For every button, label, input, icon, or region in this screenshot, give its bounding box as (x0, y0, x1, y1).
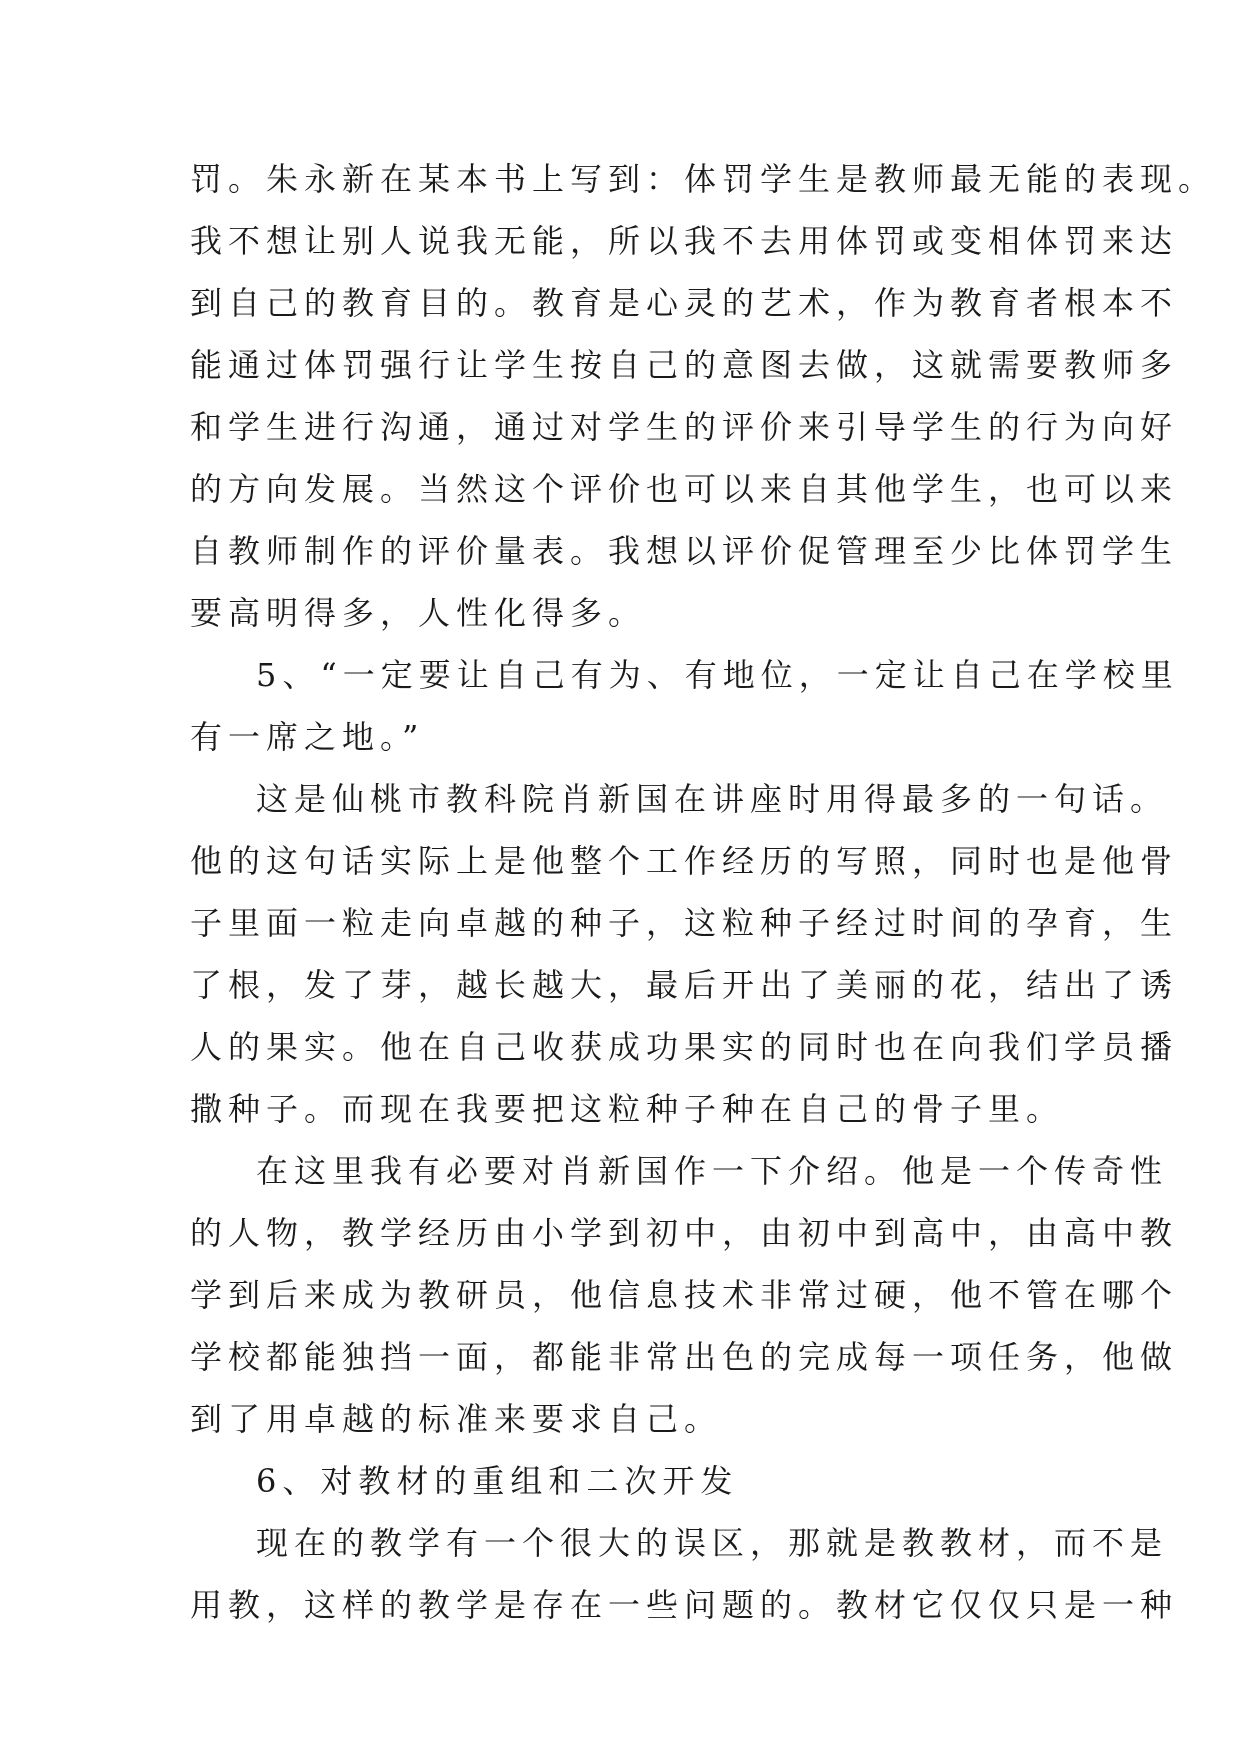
text-line-1: 罚。朱永新在某本书上写到：体罚学生是教师最无能的表现。 (190, 160, 1217, 198)
text-line-7: 自教师制作的评价量表。我想以评价促管理至少比体罚学生 (190, 532, 1179, 570)
text-line-21: 到了用卓越的标准来要求自己。 (190, 1400, 723, 1438)
text-line-16: 撒种子。而现在我要把这粒种子种在自己的骨子里。 (190, 1090, 1065, 1128)
text-line-15: 人的果实。他在自己收获成功果实的同时也在向我们学员播 (190, 1028, 1179, 1066)
text-line-13: 子里面一粒走向卓越的种子，这粒种子经过时间的孕育，生 (190, 904, 1179, 942)
text-line-2: 我不想让别人说我无能，所以我不去用体罚或变相体罚来达 (190, 222, 1179, 260)
document-page (190, 148, 1217, 1636)
text-line-20: 学校都能独挡一面，都能非常出色的完成每一项任务，他做 (190, 1338, 1179, 1376)
text-line-24: 用教，这样的教学是存在一些问题的。教材它仅仅只是一种 (190, 1586, 1179, 1624)
text-line-11: 这是仙桃市教科院肖新国在讲座时用得最多的一句话。 (256, 780, 1169, 818)
text-line-12: 他的这句话实际上是他整个工作经历的写照，同时也是他骨 (190, 842, 1179, 880)
text-line-3: 到自己的教育目的。教育是心灵的艺术，作为教育者根本不 (190, 284, 1179, 322)
text-line-18: 的人物，教学经历由小学到初中，由初中到高中，由高中教 (190, 1214, 1179, 1252)
text-line-10: 有一席之地。” (190, 718, 425, 756)
text-line-14: 了根，发了芽，越长越大，最后开出了美丽的花，结出了诱 (190, 966, 1179, 1004)
section-heading-6: 6、对教材的重组和二次开发 (256, 1462, 739, 1500)
text-line-17: 在这里我有必要对肖新国作一下介绍。他是一个传奇性 (256, 1152, 1169, 1190)
text-line-6: 的方向发展。当然这个评价也可以来自其他学生，也可以来 (190, 470, 1179, 508)
text-line-19: 学到后来成为教研员，他信息技术非常过硬，他不管在哪个 (190, 1276, 1179, 1314)
text-line-23: 现在的教学有一个很大的误区，那就是教教材，而不是 (256, 1524, 1169, 1562)
section-heading-5: 5、“一定要让自己有为、有地位，一定让自己在学校里 (256, 656, 1179, 694)
text-line-5: 和学生进行沟通，通过对学生的评价来引导学生的行为向好 (190, 408, 1179, 446)
text-line-4: 能通过体罚强行让学生按自己的意图去做，这就需要教师多 (190, 346, 1179, 384)
text-line-8: 要高明得多，人性化得多。 (190, 594, 647, 632)
